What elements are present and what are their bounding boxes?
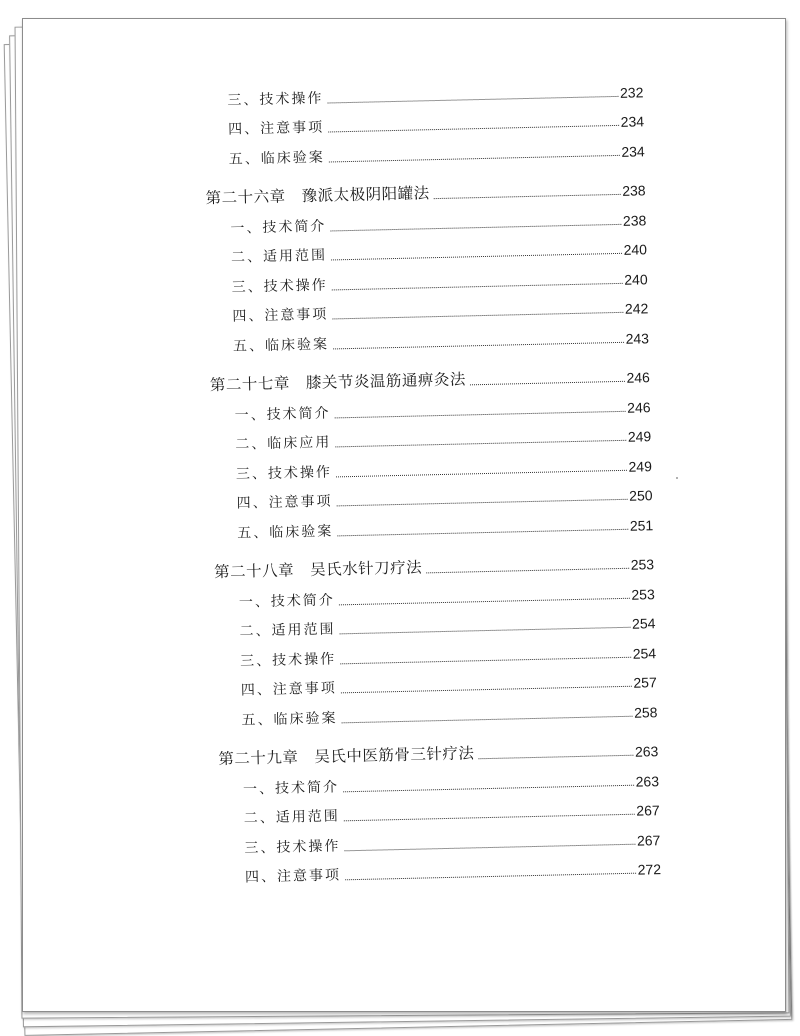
- toc-page-number: 257: [633, 674, 657, 691]
- toc-entry-title: 三、技术操作: [239, 650, 337, 670]
- toc-entry-title: 三、技术操作: [231, 277, 328, 296]
- toc-page-number: 240: [624, 270, 648, 288]
- toc-page-number: 249: [627, 428, 652, 445]
- toc-page-number: 254: [631, 615, 656, 632]
- toc-entry-title: 二、临床应用: [235, 434, 332, 453]
- toc-entry-title: 四、注意事项: [227, 119, 325, 138]
- toc-entry-title: 五、临床验案: [232, 336, 330, 355]
- toc-entry-title: 一、技术简介: [234, 405, 331, 424]
- toc-page-number: 234: [621, 142, 645, 160]
- toc-page-number: 249: [628, 457, 653, 475]
- toc-page-number: 253: [630, 556, 655, 573]
- toc-entry-title: 二、适用范围: [239, 621, 336, 640]
- toc-entry-title: 四、注意事项: [232, 306, 329, 325]
- dot-leader: [434, 194, 621, 199]
- toc-page-number: 240: [623, 241, 648, 258]
- toc-entry-title: 四、注意事项: [244, 867, 342, 886]
- toc-entry-title: 一、技术简介: [230, 218, 327, 237]
- toc-page-number: 272: [637, 861, 662, 878]
- toc-page-number: 232: [619, 83, 644, 101]
- toc-entry-title: 四、注意事项: [240, 680, 338, 699]
- toc-page-number: 246: [626, 369, 651, 386]
- toc-entry-title: 三、技术操作: [244, 837, 341, 857]
- toc-entry-title: 三、技术操作: [235, 463, 333, 483]
- dot-leader: [329, 154, 620, 162]
- toc-page-number: 234: [620, 113, 645, 130]
- paper-speck: [676, 477, 678, 479]
- toc-page-number: 267: [636, 802, 660, 819]
- toc-entry-title: 一、技术简介: [242, 778, 340, 798]
- toc-page-number: 258: [633, 703, 658, 721]
- toc-page-number: 250: [628, 487, 653, 504]
- toc-page-number: 263: [635, 772, 660, 790]
- toc-entry-title: 第二十九章 吴氏中医筋骨三针疗法: [218, 744, 475, 769]
- toc-entry-title: 五、临床验案: [237, 522, 334, 542]
- toc-page-number: 238: [622, 182, 646, 199]
- toc-entry-title: 一、技术简介: [238, 591, 335, 611]
- toc-page-number: 267: [636, 831, 661, 849]
- dot-leader: [345, 873, 636, 881]
- toc-page-number: 251: [629, 516, 654, 534]
- dot-leader: [333, 341, 624, 349]
- table-of-contents: [173, 70, 661, 887]
- toc-entry-title: 五、临床验案: [228, 149, 325, 168]
- dot-leader: [478, 755, 633, 760]
- toc-entry-title: 二、适用范围: [230, 247, 328, 266]
- toc-page-number: 238: [622, 211, 647, 229]
- toc-page: [22, 18, 786, 1012]
- toc-entry-title: 二、适用范围: [243, 808, 340, 827]
- dot-leader: [342, 715, 633, 723]
- toc-entry-title: 三、技术操作: [227, 90, 324, 109]
- toc-page-number: 243: [625, 329, 650, 347]
- toc-page-number: 254: [632, 644, 657, 662]
- toc-entry-title: 第二十七章 膝关节炎温筋通痹灸法: [209, 370, 467, 395]
- toc-entry-title: 五、临床验案: [241, 709, 338, 729]
- toc-page-number: 246: [626, 398, 651, 416]
- toc-page-number: 242: [624, 300, 649, 317]
- toc-entry-title: 四、注意事项: [236, 493, 333, 512]
- toc-page-number: 263: [634, 743, 659, 760]
- toc-page-number: 253: [631, 585, 655, 603]
- toc-entry-title: 第二十六章 豫派太极阴阳罐法: [205, 184, 430, 208]
- dot-leader: [337, 528, 628, 536]
- toc-entry-title: 第二十八章 吴氏水针刀疗法: [213, 558, 423, 582]
- dot-leader: [470, 381, 625, 386]
